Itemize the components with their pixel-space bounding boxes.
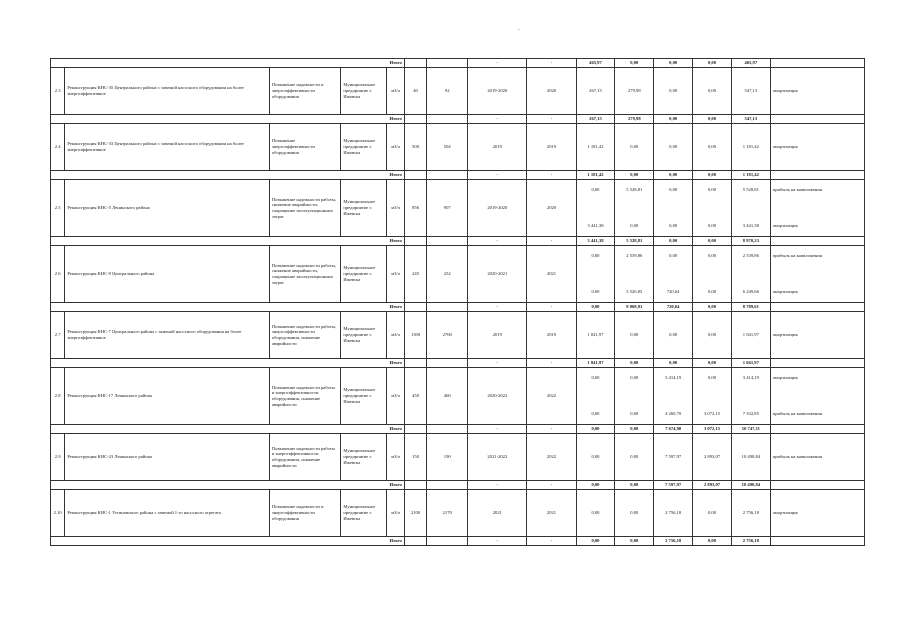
header-mark: . <box>518 24 520 32</box>
funding-source: амортизация <box>770 68 864 115</box>
total-v1: 0,00 <box>576 303 615 312</box>
value-2-first: 5 528,81 <box>626 187 643 192</box>
period: 2019 <box>468 312 527 359</box>
value-total-second: 3 441,38 <box>742 223 759 229</box>
completion-year: 2021 <box>527 490 576 537</box>
value-3-first: 0,00 <box>669 187 678 192</box>
value-2: 0,00 <box>615 124 654 171</box>
total-v1: 0,00 <box>576 481 615 490</box>
total-v3: 0,00 <box>654 115 693 124</box>
table-row <box>51 180 865 237</box>
funding-source-first: амортизация <box>772 375 798 380</box>
total-v3: 7 674,90 <box>654 425 693 434</box>
capacity-after: 504 <box>427 124 468 171</box>
value-3: 0,00 <box>654 124 693 171</box>
total-row <box>51 537 865 546</box>
total-row <box>51 425 865 434</box>
value-3 <box>654 246 693 303</box>
empty-cell <box>404 481 426 490</box>
total-label: Итого <box>51 359 405 368</box>
dash: - <box>527 303 576 312</box>
dash: - <box>468 359 527 368</box>
dash: - <box>527 359 576 368</box>
total-v1: 0,00 <box>576 537 615 546</box>
empty-cell <box>404 303 426 312</box>
total-label: Итого <box>51 425 405 434</box>
value-1: 1 181,42 <box>576 124 615 171</box>
value-4: 0,00 <box>693 124 732 171</box>
total-v1: 465,97 <box>576 59 615 68</box>
capacity-after: 252 <box>427 246 468 303</box>
total-label: Итого <box>51 537 405 546</box>
value-2: 0,00 <box>615 434 654 481</box>
value-1-first: 0,00 <box>591 187 600 192</box>
total-v2: 5 528,81 <box>615 237 654 246</box>
dash: - <box>527 425 576 434</box>
value-4-second: 3 072,15 <box>703 411 721 417</box>
funding-source-second: амортизация <box>772 223 798 229</box>
empty-cell <box>770 359 864 368</box>
value-1: 267,15 <box>576 68 615 115</box>
table-row <box>51 124 865 171</box>
total-sum: 10 747,11 <box>731 425 770 434</box>
total-v1: 1 181,42 <box>576 171 615 180</box>
value-total: 10 490,84 <box>731 434 770 481</box>
empty-cell <box>770 171 864 180</box>
value-1-first: 0,00 <box>591 253 600 258</box>
empty-cell <box>770 537 864 546</box>
row-number: 2.6 <box>51 246 65 303</box>
value-3 <box>654 368 693 425</box>
dash: - <box>468 171 527 180</box>
empty-cell <box>427 303 468 312</box>
table-body <box>51 59 865 546</box>
period: 2019-2020 <box>468 68 527 115</box>
responsible-org: Муниципальное предприятие г. Ижевска <box>341 368 387 425</box>
value-total <box>731 368 770 425</box>
total-label: Итого <box>51 303 405 312</box>
capacity-before: 450 <box>404 368 426 425</box>
empty-cell <box>404 359 426 368</box>
total-sum: 1 041,97 <box>731 359 770 368</box>
empty-cell <box>427 481 468 490</box>
empty-cell <box>770 303 864 312</box>
completion-year: 2020 <box>527 180 576 237</box>
funding-source <box>770 368 864 425</box>
value-2-first: 0,00 <box>630 375 639 380</box>
period: 2019-2020 <box>468 180 527 237</box>
project-goal: Повышение надежности работы, снижение аварийности, сокращение эксплуатационных затрат <box>269 246 341 303</box>
table-row <box>51 312 865 359</box>
value-1-second: 3 441,38 <box>587 223 604 229</box>
table-row <box>51 490 865 537</box>
empty-cell <box>427 237 468 246</box>
project-goal: Повышение надежности работы и энергоэффективности оборудования, снижение аварийности <box>269 434 341 481</box>
responsible-org: Муниципальное предприятие г. Ижевска <box>341 434 387 481</box>
total-v1: 0,00 <box>576 425 615 434</box>
value-2: 279,98 <box>615 68 654 115</box>
value-2-second: 0,00 <box>630 411 639 417</box>
value-total <box>731 180 770 237</box>
project-name: Реконструкция КНС-1 Устиновского района с заменой 1-го насосного агрегата <box>65 490 270 537</box>
empty-cell <box>770 237 864 246</box>
total-v4: 0,00 <box>693 115 732 124</box>
funding-source: прибыль на капвложения <box>770 434 864 481</box>
unit: м3/ч <box>387 180 404 237</box>
capacity-before: 150 <box>404 434 426 481</box>
total-v4: 0,00 <box>693 537 732 546</box>
total-row <box>51 303 865 312</box>
project-name: Реконструкция КНС-35 Центрального района с заменой насосного оборудования на более энергоэффективное <box>65 68 270 115</box>
value-4 <box>693 246 732 303</box>
capacity-after: 92 <box>427 68 468 115</box>
dash: - <box>527 481 576 490</box>
total-v3: 0,00 <box>654 237 693 246</box>
value-1 <box>576 180 615 237</box>
value-2 <box>615 180 654 237</box>
value-1-second: 0,00 <box>591 411 600 417</box>
value-4: 0,00 <box>693 490 732 537</box>
project-name: Реконструкция КНС-7 Центрального района с заменой насосного оборудования на более энергоэффективное <box>65 312 270 359</box>
value-1-second: 0,00 <box>591 289 600 295</box>
empty-cell <box>770 481 864 490</box>
total-v4: 0,00 <box>693 59 732 68</box>
empty-cell <box>427 171 468 180</box>
capacity-after: 2700 <box>427 312 468 359</box>
value-4: 2 893,07 <box>693 434 732 481</box>
dash: - <box>527 115 576 124</box>
empty-cell <box>404 171 426 180</box>
value-2 <box>615 368 654 425</box>
value-2-second: 0,00 <box>630 223 639 229</box>
value-4-first: 0,00 <box>707 187 717 192</box>
project-goal: Повышение надежности работы и энергоэффективности оборудования, снижение аварийности <box>269 368 341 425</box>
empty-cell <box>427 425 468 434</box>
empty-cell <box>404 115 426 124</box>
empty-cell <box>427 115 468 124</box>
value-3: 0,00 <box>654 312 693 359</box>
total-sum: 547,13 <box>731 115 770 124</box>
total-v1: 267,15 <box>576 115 615 124</box>
capacity-before: 2100 <box>404 490 426 537</box>
total-v2: 0,00 <box>615 171 654 180</box>
period: 2020-2021 <box>468 246 527 303</box>
value-4: 0,00 <box>693 68 732 115</box>
value-2: 0,00 <box>615 312 654 359</box>
project-goal: Повышение энергоэффективности оборудования <box>269 124 341 171</box>
project-goal: Повышение надежности работы, снижение аварийности, сокращение эксплуатационных затрат <box>269 180 341 237</box>
value-total-first: 5 528,81 <box>742 187 759 192</box>
dash: - <box>468 481 527 490</box>
total-v2: 0,00 <box>615 425 654 434</box>
value-4-second: 0,00 <box>707 223 717 229</box>
capacity-before: 1300 <box>404 312 426 359</box>
value-4 <box>693 180 732 237</box>
completion-year: 2022 <box>527 434 576 481</box>
funding-source: амортизация <box>770 124 864 171</box>
value-4: 0,00 <box>693 312 732 359</box>
capacity-before: 500 <box>404 124 426 171</box>
dash: - <box>527 59 576 68</box>
period: 2021 <box>468 490 527 537</box>
value-3-first: 3 414,19 <box>665 375 682 380</box>
value-total: 1 181,42 <box>731 124 770 171</box>
capacity-before: 856 <box>404 180 426 237</box>
total-v4: 0,00 <box>693 303 732 312</box>
total-v2: 0,00 <box>615 59 654 68</box>
completion-year: 2019 <box>527 312 576 359</box>
dash: - <box>468 303 527 312</box>
unit: м3/ч <box>387 68 404 115</box>
total-v3: 0,00 <box>654 359 693 368</box>
value-total-second: 7 332,85 <box>742 411 759 417</box>
total-label: Итого <box>51 115 405 124</box>
empty-cell <box>404 425 426 434</box>
value-total-first: 3 414,19 <box>742 375 759 380</box>
dash: - <box>527 171 576 180</box>
row-number: 2.9 <box>51 434 65 481</box>
table-row <box>51 246 865 303</box>
project-goal: Повышение надежности и энергоэффективности оборудования <box>269 490 341 537</box>
value-2 <box>615 246 654 303</box>
total-v2: 8 068,91 <box>615 303 654 312</box>
total-v3: 2 756,18 <box>654 537 693 546</box>
value-3-second: 720,64 <box>666 289 680 295</box>
value-2-second: 5 520,05 <box>626 289 643 295</box>
value-total-second: 6 249,66 <box>742 289 759 295</box>
total-row <box>51 171 865 180</box>
value-1: 1 041,97 <box>576 312 615 359</box>
total-label: Итого <box>51 481 405 490</box>
value-3-second: 4 260,70 <box>665 411 682 417</box>
capacity-before: 40 <box>404 68 426 115</box>
total-v2: 0,00 <box>615 537 654 546</box>
value-4-second: 0,00 <box>707 289 717 295</box>
responsible-org: Муниципальное предприятие г. Ижевска <box>341 246 387 303</box>
total-row <box>51 115 865 124</box>
total-row <box>51 59 865 68</box>
total-label: Итого <box>51 59 405 68</box>
funding-source <box>770 180 864 237</box>
value-1: 0,00 <box>576 434 615 481</box>
empty-cell <box>427 359 468 368</box>
unit: м3/ч <box>387 434 404 481</box>
dash: - <box>527 537 576 546</box>
responsible-org: Муниципальное предприятие г. Ижевска <box>341 124 387 171</box>
period: 2021-2022 <box>468 434 527 481</box>
value-1-first: 0,00 <box>591 375 600 380</box>
row-number: 2.7 <box>51 312 65 359</box>
project-goal: Повышение надежности и энергоэффективности оборудования <box>269 68 341 115</box>
row-number: 2.3 <box>51 68 65 115</box>
completion-year: 2019 <box>527 124 576 171</box>
dash: - <box>468 537 527 546</box>
total-row <box>51 237 865 246</box>
total-v4: 0,00 <box>693 171 732 180</box>
period: 2020-2022 <box>468 368 527 425</box>
row-number: 2.8 <box>51 368 65 425</box>
total-v4: 0,00 <box>693 237 732 246</box>
value-3: 7 597,97 <box>654 434 693 481</box>
funding-source <box>770 246 864 303</box>
value-4 <box>693 368 732 425</box>
value-2: 0,00 <box>615 490 654 537</box>
value-1 <box>576 368 615 425</box>
funding-source-second: амортизация <box>772 289 798 295</box>
total-sum: 8 970,23 <box>731 237 770 246</box>
empty-cell <box>770 425 864 434</box>
value-2-first: 2 539,86 <box>626 253 643 258</box>
value-1 <box>576 246 615 303</box>
value-total: 2 756,18 <box>731 490 770 537</box>
capacity-after: 190 <box>427 434 468 481</box>
dash: - <box>468 115 527 124</box>
project-name: Реконструкция КНС-33 Центрального района с заменой насосного оборудования на более энергоэффективное <box>65 124 270 171</box>
value-3-first: 0,00 <box>669 253 678 258</box>
empty-cell <box>404 537 426 546</box>
total-v2: 279,98 <box>615 115 654 124</box>
unit: м3/ч <box>387 124 404 171</box>
table-row <box>51 368 865 425</box>
project-goal: Повышение надежности работы, энергоэффективности оборудования, снижение аварийности <box>269 312 341 359</box>
funding-source-first: прибыль на капвложения <box>772 253 822 258</box>
capacity-before: 245 <box>404 246 426 303</box>
project-name: Реконструкция КНС-23 Ленинского района <box>65 434 270 481</box>
total-label: Итого <box>51 237 405 246</box>
responsible-org: Муниципальное предприятие г. Ижевска <box>341 490 387 537</box>
total-sum: 1 181,42 <box>731 171 770 180</box>
responsible-org: Муниципальное предприятие г. Ижевска <box>341 180 387 237</box>
value-3-second: 0,00 <box>669 223 678 229</box>
total-v1: 3 441,38 <box>576 237 615 246</box>
capacity-after: 460 <box>427 368 468 425</box>
unit: м3/ч <box>387 246 404 303</box>
value-4-first: 0,00 <box>707 375 717 380</box>
period: 2019 <box>468 124 527 171</box>
row-number: 2.5 <box>51 180 65 237</box>
dash: - <box>468 425 527 434</box>
value-3 <box>654 180 693 237</box>
row-number: 2.10 <box>51 490 65 537</box>
total-v1: 1 041,97 <box>576 359 615 368</box>
total-v4: 3 072,15 <box>693 425 732 434</box>
total-v3: 720,64 <box>654 303 693 312</box>
dash: - <box>527 237 576 246</box>
total-v3: 0,00 <box>654 171 693 180</box>
total-v2: 0,00 <box>615 481 654 490</box>
value-3: 2 756,18 <box>654 490 693 537</box>
value-3: 0,00 <box>654 68 693 115</box>
total-v2: 0,00 <box>615 359 654 368</box>
project-name: Реконструкция КНС-5 Ленинского района <box>65 180 270 237</box>
total-row <box>51 481 865 490</box>
total-row <box>51 359 865 368</box>
total-v4: 0,00 <box>693 359 732 368</box>
completion-year: 2022 <box>527 368 576 425</box>
project-name: Реконструкция КНС-17 Ленинского района <box>65 368 270 425</box>
funding-source: амортизация <box>770 312 864 359</box>
row-number: 2.4 <box>51 124 65 171</box>
completion-year: 2021 <box>527 246 576 303</box>
funding-source: амортизация <box>770 490 864 537</box>
responsible-org: Муниципальное предприятие г. Ижевска <box>341 312 387 359</box>
total-v3: 0,00 <box>654 59 693 68</box>
capacity-after: 2170 <box>427 490 468 537</box>
value-total-first: 2 539,86 <box>742 253 759 258</box>
value-total <box>731 246 770 303</box>
project-name: Реконструкция КНС-9 Центрального района <box>65 246 270 303</box>
total-v3: 7 597,97 <box>654 481 693 490</box>
value-4-first: 0,00 <box>707 253 717 258</box>
total-sum: 8 789,61 <box>731 303 770 312</box>
total-sum: 465,97 <box>731 59 770 68</box>
unit: м3/ч <box>387 368 404 425</box>
funding-source-second: прибыль на капвложения <box>772 411 822 417</box>
capacity-after: 907 <box>427 180 468 237</box>
empty-cell <box>404 237 426 246</box>
value-total: 547,13 <box>731 68 770 115</box>
total-v4: 2 893,07 <box>693 481 732 490</box>
dash: - <box>468 237 527 246</box>
investment-table <box>50 58 865 546</box>
empty-cell <box>427 537 468 546</box>
dash: - <box>468 59 527 68</box>
total-sum: 2 756,18 <box>731 537 770 546</box>
unit: м3/ч <box>387 490 404 537</box>
value-total: 1 041,97 <box>731 312 770 359</box>
total-sum: 10 490,84 <box>731 481 770 490</box>
value-1: 0,00 <box>576 490 615 537</box>
responsible-org: Муниципальное предприятие г. Ижевска <box>341 68 387 115</box>
table-row <box>51 68 865 115</box>
empty-cell <box>770 115 864 124</box>
total-label: Итого <box>51 171 405 180</box>
completion-year: 2020 <box>527 68 576 115</box>
table-row <box>51 434 865 481</box>
funding-source-first: прибыль на капвложения <box>772 187 822 192</box>
unit: м3/ч <box>387 312 404 359</box>
